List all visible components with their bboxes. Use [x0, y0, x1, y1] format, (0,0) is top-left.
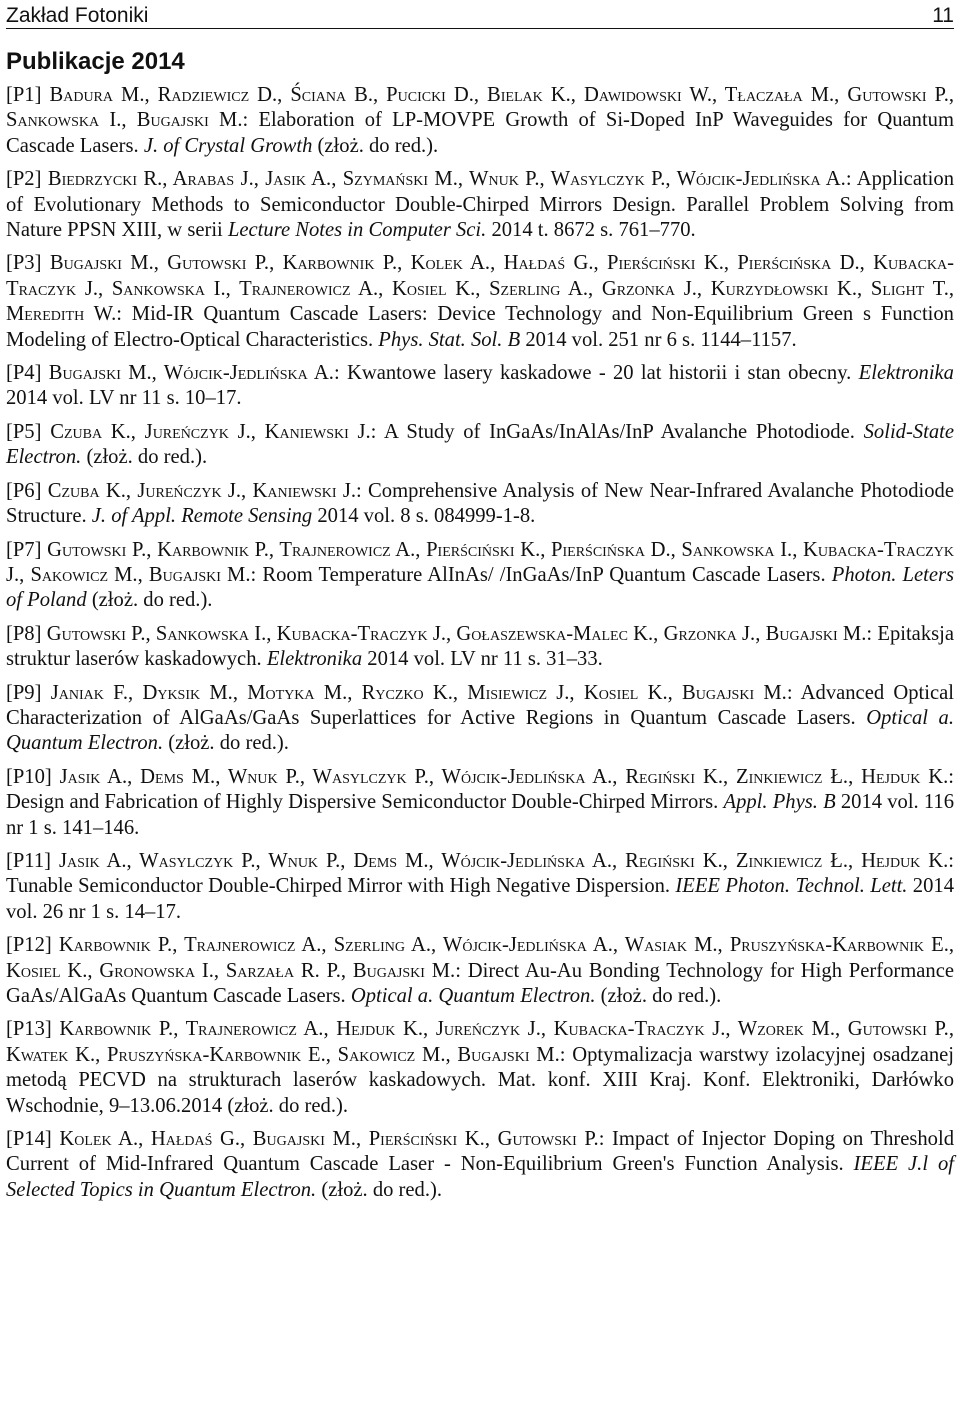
publication-authors: Janiak F., Dyksik M., Motyka M., Ryczko K., Misiewicz J., Kosiel K., Bugajski M.: [50, 681, 787, 704]
publication-details: 2014 t. 8672 s. 761–770.: [491, 219, 696, 242]
publication-title: : Direct Au-Au Bonding Technology for High Performance GaAs/AlGaAs Quantum Cascade Lasers.: [6, 959, 954, 1007]
publication-journal: Solid-State Electron.: [6, 420, 954, 469]
publication-title: : Epitaksja struktur laserów kaskadowych.: [6, 622, 954, 671]
publication-journal: Optical a. Quantum Electron.: [6, 706, 954, 755]
publication-id: [P2]: [6, 168, 42, 191]
publication-title: : Room Temperature AlInAs/ /InGaAs/InP Quantum Cascade Lasers.: [250, 563, 826, 586]
publication-journal: Optical a. Quantum Electron.: [350, 985, 596, 1007]
publication-journal: Phys. Stat. Sol. B: [378, 328, 521, 351]
publication-item: [6, 681, 954, 757]
publication-item: [6, 765, 954, 841]
publication-title: : Tunable Semiconductor Double-Chirped Mirror with High Negative Dispersion.: [6, 849, 954, 898]
running-header: [6, 0, 954, 29]
publication-item: [6, 167, 954, 243]
publication-id: [P14]: [6, 1128, 52, 1151]
publication-journal: IEEE Photon. Technol. Lett.: [675, 875, 908, 898]
publication-authors: Bugajski M., Gutowski P., Karbownik P., Kolek A., Hałdaś G., Pierściński K., Pierścińska D., Kubacka-Traczyk J., Sankowska I., Trajnerowicz A., Kosiel K., Szerling A., Grzonka J., Kurzydłowski K., Slight T., Meredith W.: [6, 252, 954, 326]
publication-authors: Kolek A., Hałdaś G., Bugajski M., Pierściński K., Gutowski P.: [59, 1128, 599, 1151]
publication-id: [P4]: [6, 362, 42, 385]
publication-journal: Appl. Phys. B: [723, 791, 836, 814]
publication-details: 2014 vol. 26 nr 1 s. 14–17.: [6, 875, 954, 923]
publication-title: : Comprehensive Analysis of New Near-Infrared Avalanche Photodiode Structure.: [6, 479, 954, 528]
publication-item: [6, 1127, 954, 1203]
publication-journal: J. of Appl. Remote Sensing: [91, 505, 313, 528]
publication-authors: Gutowski P., Sankowska I., Kubacka-Traczyk J., Gołaszewska-Malec K., Grzonka J., Bugajski M.: [46, 622, 867, 645]
publication-details: 2014 vol. LV nr 11 s. 31–33.: [367, 648, 603, 671]
publication-id: [P1]: [6, 84, 42, 106]
header-section-title: Zakład Fotoniki: [6, 4, 149, 27]
publication-title: : Mid-IR Quantum Cascade Lasers: Device Technology and Non-Equilibrium Green s Function Modeling of Electro-Optical Characteristics.: [6, 303, 954, 351]
publication-item: [6, 622, 954, 673]
publication-journal: IEEE J.l of Selected Topics in Quantum Electron.: [6, 1153, 954, 1201]
publication-authors: Gutowski P., Karbownik P., Trajnerowicz A., Pierściński K., Pierścińska D., Sankowska I., Kubacka-Traczyk J., Sakowicz M., Bugajski M.: [6, 538, 955, 586]
publication-authors: Czuba K., Jureńczyk J., Kaniewski J.: [47, 479, 357, 502]
publication-details: (złoż. do red.).: [600, 985, 722, 1007]
publication-id: [P5]: [6, 420, 42, 443]
publication-item: [6, 538, 954, 614]
publication-authors: Karbownik P., Trajnerowicz A., Hejduk K., Jureńczyk J., Kubacka-Traczyk J., Wzorek M., Gutowski P., Kwatek K., Pruszyńska-Karbownik E., Sakowicz M., Bugajski M.: [6, 1018, 954, 1066]
publication-item: [6, 83, 954, 159]
publication-id: [P11]: [6, 849, 51, 872]
publication-authors: Bugajski M., Wójcik-Jedlińska A.: [48, 362, 334, 385]
publication-authors: Czuba K., Jureńczyk J., Kaniewski J.: [50, 420, 371, 443]
publication-item: [6, 933, 954, 1009]
publication-item: [6, 251, 954, 353]
publication-item: [6, 1017, 954, 1119]
publication-item: [6, 479, 954, 530]
publication-id: [P3]: [6, 252, 42, 275]
publication-item: [6, 849, 954, 925]
publication-details: 2014 vol. 116 nr 1 s. 141–146.: [6, 791, 954, 839]
publication-title: : Kwantowe lasery kaskadowe - 20 lat historii i stan obecny.: [333, 362, 852, 385]
publication-title: : Elaboration of LP-MOVPE Growth of Si-Doped InP Waveguides for Quantum Cascade Lasers.: [6, 109, 954, 157]
publication-id: [P9]: [6, 681, 42, 704]
publication-title: : Application of Evolutionary Methods to Semiconductor Double-Chirped Mirrors Design. Parallel Problem Solving from Nature PPSN XIII, w serii: [6, 168, 954, 242]
publication-journal: Elektronika: [266, 648, 363, 671]
publication-details: 2014 vol. LV nr 11 s. 10–17.: [6, 387, 242, 410]
publication-id: [P7]: [6, 538, 42, 561]
publication-title: : Impact of Injector Doping on Threshold Current of Mid-Infrared Quantum Cascade Laser - Non-Equilibrium Green's Function Analysis.: [6, 1128, 954, 1176]
publication-journal: Elektronika: [858, 362, 954, 385]
publication-journal: Lecture Notes in Computer Sci.: [227, 219, 487, 242]
publication-id: [P8]: [6, 622, 42, 645]
publication-details: 2014 vol. 8 s. 084999-1-8.: [317, 505, 536, 528]
publication-title: : A Study of InGaAs/InAlAs/InP Avalanche Photodiode.: [370, 420, 855, 443]
publication-authors: Biedrzycki R., Arabas J., Jasik A., Szymański M., Wnuk P., Wasylczyk P., Wójcik-Jedlińska A.: [47, 168, 846, 191]
publication-title: : Design and Fabrication of Highly Dispersive Semiconductor Double-Chirped Mirrors.: [6, 765, 954, 814]
publication-details: (złoż. do red.).: [91, 589, 213, 612]
publication-list: [4, 83, 956, 1203]
publication-item: [6, 361, 954, 412]
publication-authors: Jasik A., Wasylczyk P., Wnuk P., Dems M., Wójcik-Jedlińska A., Regiński K., Zinkiewicz Ł., Hejduk K.: [58, 849, 949, 872]
publication-title: : Advanced Optical Characterization of AlGaAs/GaAs Superlattices for Active Regions in Quantum Cascade Lasers.: [6, 681, 954, 729]
publication-details: (złoż. do red.).: [168, 732, 289, 755]
publication-id: [P6]: [6, 479, 42, 502]
publication-title: : Optymalizacja warstwy izolacyjnej osadzanej metodą PECVD na strukturach laserów kaskadowych. Mat. konf. XIII Kraj. Konf. Elektroniki, Darłówko Wschodnie, 9–13.06.2014 (złoż. do red.).: [6, 1043, 954, 1117]
page-title: Publikacje 2014: [6, 48, 185, 75]
publication-details: 2014 vol. 251 nr 6 s. 1144–1157.: [525, 328, 797, 351]
page-number: 11: [932, 4, 954, 27]
publication-details: (złoż. do red.).: [317, 134, 439, 157]
publication-id: [P13]: [6, 1018, 52, 1041]
publication-authors: Jasik A., Dems M., Wnuk P., Wasylczyk P., Wójcik-Jedlińska A., Regiński K., Zinkiewicz Ł., Hejduk K.: [59, 765, 949, 788]
publication-journal: J. of Crystal Growth: [143, 134, 313, 157]
publication-journal: Photon. Leters of Poland: [6, 563, 955, 612]
publication-details: (złoż. do red.).: [321, 1178, 443, 1201]
publication-id: [P12]: [6, 934, 52, 957]
publication-details: (złoż. do red.).: [86, 446, 208, 469]
publication-authors: Badura M., Radziewicz D., Ściana B., Pucicki D., Bielak K., Dawidowski W., Tłaczała M., Gutowski P., Sankowska I., Bugajski M.: [6, 84, 954, 132]
publication-authors: Karbownik P., Trajnerowicz A., Szerling A., Wójcik-Jedlińska A., Wasiak M., Pruszyńska-Karbownik E., Kosiel K., Gronowska I., Sarzała R. P., Bugajski M.: [6, 934, 954, 982]
publication-id: [P10]: [6, 765, 52, 788]
publication-item: [6, 420, 954, 471]
